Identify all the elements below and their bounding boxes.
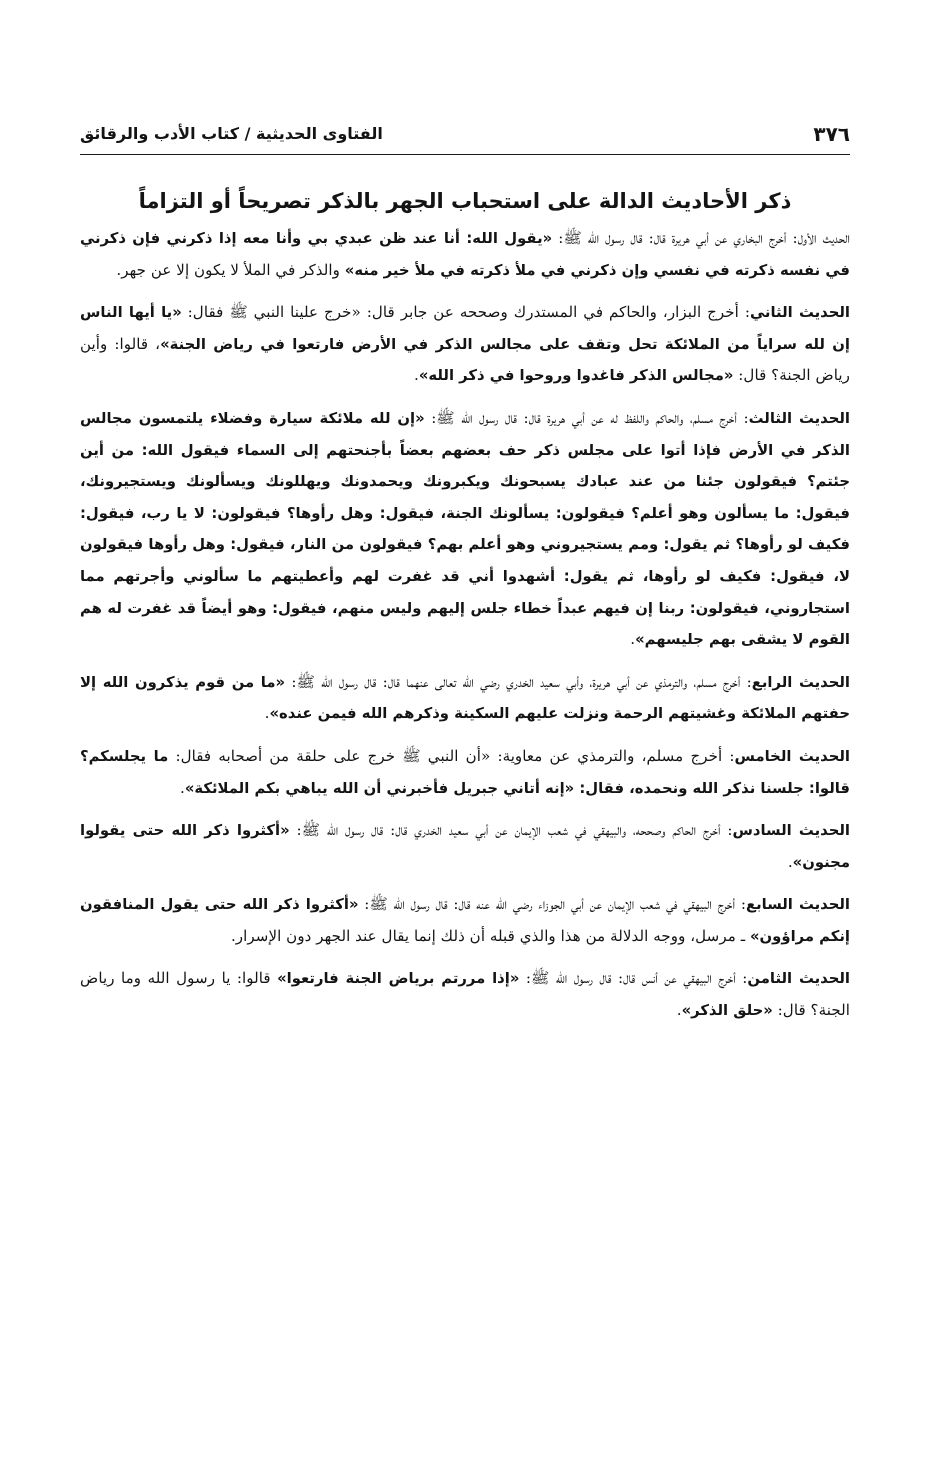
hadith-quote: «أكثروا ذكر الله حتى يقول المنافقون إنكم مراؤون» (80, 896, 850, 945)
hadith-text: : أخرج البيهقي عن أنس قال: قال رسول الله ﷺ: (519, 969, 748, 988)
running-title: الفتاوى الحديثية / كتاب الأدب والرقائق (80, 124, 383, 143)
hadith-label: الحديث الرابع (751, 673, 851, 691)
running-header (80, 118, 850, 155)
hadith-paragraph (80, 403, 850, 656)
hadith-text: : أخرج الحاكم وصححه، والبيهقي في شعب الإيمان عن أبي سعيد الخدري قال: قال رسول الله ﷺ: (289, 821, 733, 840)
hadith-quote: «يا أيها الناس إن لله سراياً من الملائكة تحل وتقف على مجالس الذكر في الأرض فارتعوا في رياض الجنة» (80, 304, 850, 353)
hadith-label: الحديث السادس (732, 822, 850, 840)
hadith-text: والذكر في الملأ لا يكون إلا عن جهر. (116, 260, 345, 279)
page-number: ٣٧٦ (813, 122, 850, 146)
hadith-text: . (264, 704, 270, 723)
hadith-paragraph (80, 223, 850, 286)
hadith-paragraph (80, 667, 850, 730)
hadith-text: الحديث الأول: أخرج البخاري عن أبي هريرة قال: قال رسول الله ﷺ: (552, 229, 850, 247)
hadith-text: ، قالوا: وأين رياض الجنة؟ قال: (80, 334, 850, 385)
hadith-text: . (413, 366, 419, 385)
hadith-quote: «يقول الله: أنا عند ظن عبدي بي وأنا معه إذا ذكرني فإن ذكرني في نفسه ذكرته في نفسي وإن ذكرني في ملأ ذكرته في ملأ خير منه» (80, 230, 850, 279)
hadith-quote: ما يجلسكم؟ قالوا: جلسنا نذكر الله ونحمده، فقال: «إنه أتاني جبريل فأخبرني أن الله يباهي بكم الملائكة» (80, 747, 850, 797)
hadith-label: الحديث الثالث (748, 409, 851, 427)
hadith-text: . (179, 778, 185, 797)
hadith-label: الحديث الثامن (747, 970, 851, 988)
hadith-list (80, 223, 850, 1027)
hadith-paragraph (80, 963, 850, 1026)
hadith-text: ـ مرسل، ووجه الدلالة من هذا والذي قبله أن ذلك إنما يقال عند الجهر دون الإسرار. (230, 926, 750, 945)
hadith-text: . (630, 630, 636, 649)
hadith-text: . (676, 1001, 682, 1020)
hadith-label: الحديث الخامس (734, 747, 850, 765)
hadith-quote: «مجالس الذكر فاغدوا وروحوا في ذكر الله» (418, 367, 734, 385)
hadith-quote: «حلق الذكر» (681, 1002, 773, 1020)
section-title: ذكر الأحاديث الدالة على استحباب الجهر بالذكر تصريحاً أو التزاماً (138, 189, 792, 213)
hadith-quote: «إذا مررتم برياض الجنة فارتعوا» (277, 970, 520, 988)
hadith-paragraph (80, 815, 850, 878)
hadith-paragraph (80, 297, 850, 392)
hadith-text: : أخرج مسلم، والترمذي عن أبي هريرة، وأبي سعيد الخدري رضي الله تعالى عنهما قال: قال رسول الله ﷺ: (285, 672, 752, 691)
hadith-text: : أخرج البيهقي في شعب الإيمان عن أبي الجوزاء رضي الله عنه قال: قال رسول الله ﷺ: (358, 895, 746, 914)
hadith-label: الحديث السابع (745, 896, 850, 914)
hadith-quote: «إن لله ملائكة سيارة وفضلاء يلتمسون مجالس الذكر في الأرض فإذا أتوا على مجلس ذكر حف بعضهم بعضاً بأجنحتهم إلى السماء فيقول الله: من أين جئتم؟ فيقولون جئنا من عند عبادك يسبحونك ويكبرونك ويحمدونك ويهللونك ويسألونك ويستجيرونك، فيقول: ما يسألون وهو أعلم؟ فيقولون: يسألونك الجنة، فيقول: وهل رأوها؟ فيقولون: لا يا رب، فيقول: فكيف لو رأوها؟ ثم يقول: ومم يستجيروني وهو أعلم بهم؟ فيقولون من النار، فيقول: وهل رأوها فيقولون لا، فيقول: فكيف لو رأوها، ثم يقول: أشهدوا أني قد غفرت لهم وأعطيتهم ما سألوني وأجرتهم مما استجاروني، فيقولون: ربنا إن فيهم عبداً خطاء جلس إليهم وليس منهم، فيقول: وهو أيضاً قد غفرت له هم القوم لا يشقى بهم جليسهم» (80, 409, 850, 649)
hadith-text: : أخرج مسلم، والترمذي عن معاوية: «أن النبي ﷺ خرج على حلقة من أصحابه فقال: (168, 746, 735, 765)
hadith-quote: «ما من قوم يذكرون الله إلا حفتهم الملائكة وغشيتهم الرحمة ونزلت عليهم السكينة وذكرهم الله فيمن عنده» (80, 673, 850, 723)
hadith-paragraph (80, 741, 850, 804)
document-page (80, 118, 850, 1038)
hadith-quote: «أكثروا ذكر الله حتى يقولوا مجنون» (80, 822, 850, 871)
hadith-text: قالوا: يا رسول الله وما رياض الجنة؟ قال: (80, 969, 850, 1020)
hadith-paragraph (80, 889, 850, 952)
hadith-text: : أخرج مسلم، والحاكم واللفظ له عن أبي هريرة قال: قال رسول الله ﷺ: (424, 408, 749, 427)
hadith-text: : أخرج البزار، والحاكم في المستدرك وصححه عن جابر قال: «خرج علينا النبي ﷺ فقال: (181, 303, 750, 322)
hadith-label: الحديث الثاني (749, 304, 851, 322)
hadith-text: . (787, 852, 793, 871)
